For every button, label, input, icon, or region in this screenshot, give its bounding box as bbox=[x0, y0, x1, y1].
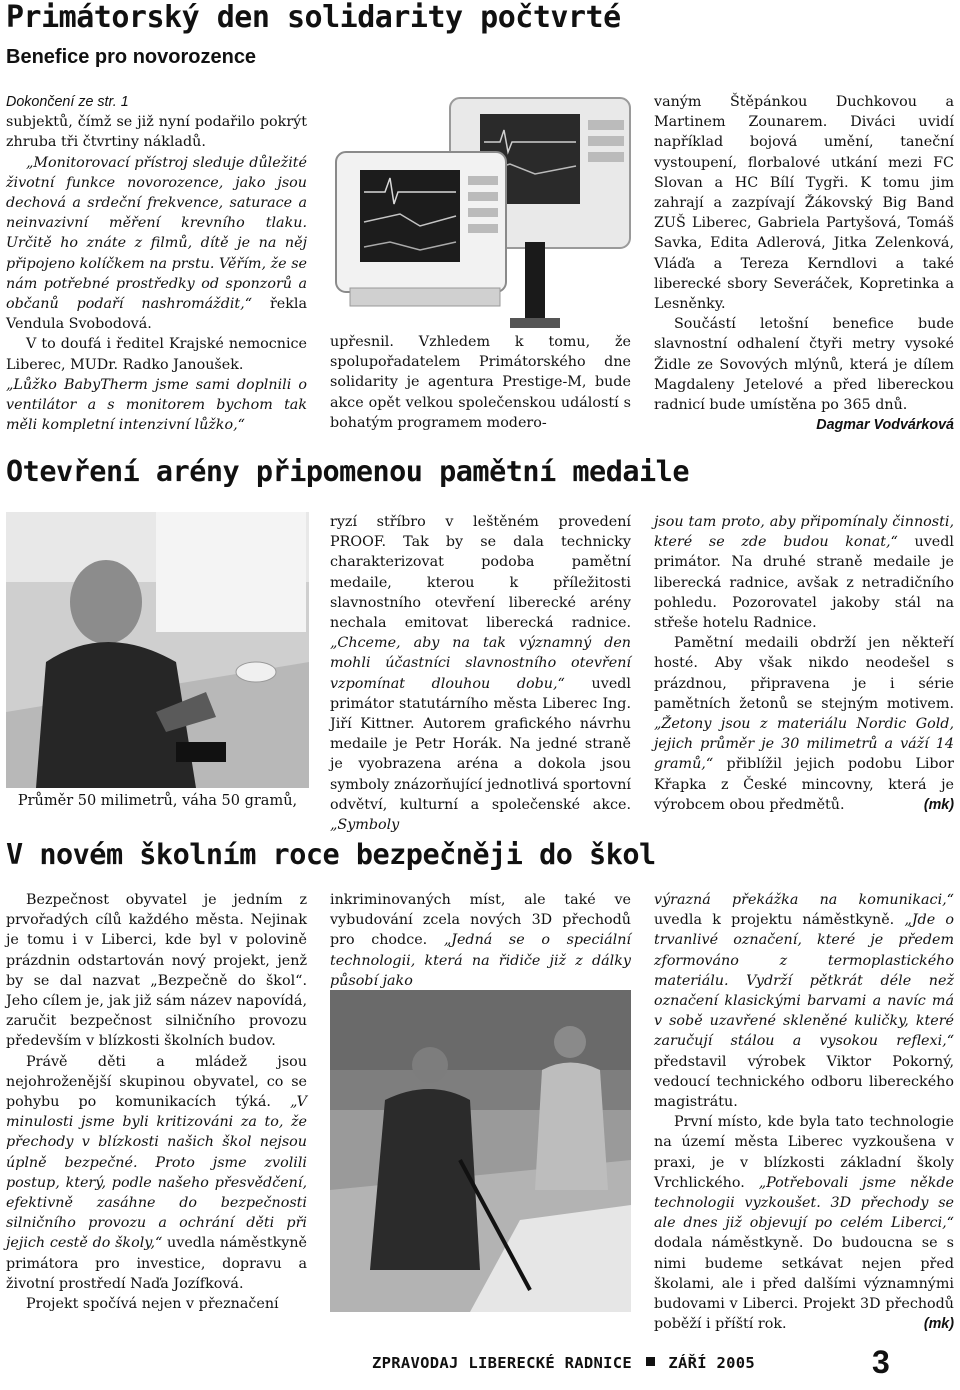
article3-quote-1: „V minulosti jsme byli kritizováni za to, že přechody v blízkosti našich škol nejsou úplně bezpečné. Proto jsme zvolili postup, který, podle našeho přesvědčení, efektivně zasáhne do bezpečnosti silničního provozu a ochrání děti při jejich cestě do školy,“ bbox=[6, 1094, 307, 1252]
article3-col1-p1: Bezpečnost obyvatel je jedním z prvořadých cílů každého města. Nejinak je tomu i v Liberci, kde byl v polovině prázdnin odstartován nový projekt, jenž by se dal nazvat „Bezpečně do škol“. Jeho cílem je, jak již sám název napovídá, zaručit bezpečnost silničního provozu především v blízkosti školních budov. bbox=[6, 892, 307, 1050]
issue-date: ZÁŘÍ 2005 bbox=[668, 1354, 756, 1372]
article3-quote-3: výrazná překážka na komunikaci,“ bbox=[654, 892, 954, 908]
article1-col1-p3: V to doufá i ředitel Krajské nemocnice Liberec, MUDr. Radko Janoušek. bbox=[6, 336, 307, 373]
continued-note: Dokončení ze str. 1 bbox=[6, 94, 129, 110]
article2-column-2 bbox=[330, 512, 631, 835]
photo-caption: Průměr 50 milimetrů, váha 50 gramů, bbox=[17, 793, 298, 809]
article1-col1-p1: subjektů, čímž se již nyní podařilo pokrýt zhruba tři čtvrtiny nákladů. bbox=[6, 114, 307, 151]
article3-col3-p2-tail: dodala náměstkyně. Do budoucna se s nimi budeme setkávat nejen před školami, ale i před dalšími významnými budovami v Liberci. Projekt 3D přechodů poběží i příští rok. bbox=[654, 1235, 954, 1333]
article2-col3-p1-tail: uvedl primátor. Na druhé straně medaile je liberecká radnice, avšak z netradičního pohledu. Pozorovatel jakoby stál na střeše hotelu Radnice. bbox=[654, 534, 954, 632]
article3-signature: (mk) bbox=[923, 1316, 954, 1333]
article1-col3-p2: Součástí letošní benefice bude slavnostní odhalení čtyři metry vysoké Židle ze Sovových mlýnů, která je dílem Magdaleny Jetelové a před libereckou radnicí bude umístěna po 365 dnů. bbox=[654, 316, 954, 414]
article2-quote-1: „Chceme, aby na tak významný den mohli účastníci slavnostního otevření vzpomínat dlouhou dobu,“ bbox=[330, 635, 631, 692]
article1-column-1 bbox=[6, 92, 307, 435]
article3-title: V novém školním roce bezpečněji do škol bbox=[6, 838, 656, 871]
page-footer bbox=[0, 1342, 960, 1390]
article2-col3-p2-tail: přiblížil jejich podobu Libor Křapka z České mincovny, která je výrobcem obou předmětů. bbox=[654, 756, 954, 813]
article1-quote-2: „Lůžko BabyTherm jsme sami doplnili o ventilátor a s monitorem bychom tak měli kompletní intenzivní lůžko,“ bbox=[6, 376, 307, 434]
article3-col1-p3: Projekt spočívá nejen v přeznačení bbox=[26, 1296, 279, 1313]
article1-col3-p1: vaným Štěpánkou Duchkovou a Martinem Zounarem. Diváci uvidí například bojová umění, taneční vystoupení, florbalové utkání mezi FC Slovan a HC Bílí Tygři. K tomu jim zahrají a zazpívají Žákovský Big Band ZUŠ Liberec, Gabriela Partyšová, Tomáš Savka, Edita Adlerová, Jitka Zelenková, Vláďa a Tereza Kerndlovi a také liberecké sbory Severáček, Kopretinka a Lesněnky. bbox=[654, 94, 954, 313]
article2-col3-p2: Pamětní medaili obdrží jen někteří hosté. Aby však nikdo neodešel s prázdnou, připravena je i série pamětních žetonů se stejným motivem. bbox=[654, 635, 954, 712]
article1-column-3 bbox=[654, 92, 954, 435]
article2-signature: (mk) bbox=[923, 796, 954, 813]
article3-col2-p1: inkriminovaných míst, ale také ve vybudování zcela nových 3D přechodů pro chodce. bbox=[330, 892, 631, 949]
article3-column-2 bbox=[330, 890, 631, 991]
article3-quote-5: „Potřebovali jsme někde technologii vyzkoušet. 3D přechody se ale dnes již objevují po celém Liberci,“ bbox=[654, 1174, 954, 1232]
article1-quote-1: „Monitorovací přístroj sleduje důležité životní funkce novorozence, jako jsou dechová a srdeční frekvence, saturace a neinvazivní měření krevního tlaku. Určitě ho znáte z filmů, dítě je na něj připojeno kolíčkem na prstu. Věřím, že se nám potřebné prostředky od sponzorů a občanů podaří nashromáždit,“ bbox=[6, 154, 307, 313]
article3-col3-p1-tail: uvedla k projektu náměstkyně. bbox=[654, 912, 895, 929]
article1-title: Primátorský den solidarity počtvrté bbox=[6, 0, 621, 35]
article1-subtitle: Benefice pro novorozence bbox=[6, 46, 257, 68]
article3-quote-2: „Jedná se o speciální technologii, která na řidiče již z dálky působí jako bbox=[330, 932, 631, 989]
article3-col3-p2: První místo, kde byla tato technologie na území města Liberec vyzkoušena v praxi, je v blízkosti základní školy Vrchlického. bbox=[654, 1114, 954, 1191]
meeting-photo-image bbox=[6, 512, 309, 788]
crosswalk-painting-photo bbox=[330, 990, 631, 1312]
footer-separator-square bbox=[646, 1357, 655, 1366]
crosswalk-photo-image bbox=[330, 990, 631, 1312]
article1-signature: Dagmar Vodvárková bbox=[816, 417, 954, 434]
article3-quote-4: „Jde o trvanlivé označení, které je předem zformováno z termoplastického materiálu. Vydrží pětkrát déle než označení klasickými barvami a navíc má v sobě uzavřené skleněné kuličky, které zaručují stálou a vysokou reflexi,“ bbox=[654, 912, 954, 1050]
article2-quote-3: „Žetony jsou z materiálu Nordic Gold, jejich průměr je 30 milimetrů a váží 14 gramů,“ bbox=[654, 716, 954, 773]
medal-meeting-photo bbox=[6, 512, 309, 788]
article3-col3-p1-tail2: představil výrobek Viktor Pokorný, vedoucí technického odboru libereckého magistrátu. bbox=[654, 1053, 954, 1111]
publication-name: ZPRAVODAJ LIBERECKÉ RADNICE bbox=[372, 1354, 633, 1372]
article3-col1-p2: Právě děti a mládež jsou nejohroženější skupinou obyvatel, co se pohybu po komunikacích týká. bbox=[6, 1053, 307, 1111]
article2-col2-p1-tail: uvedl primátor statutárního města Liberec Ing. Jiří Kittner. Autorem grafického návrhu medaile je Petr Horák. Na jedné straně je vyobrazena aréna a dokola jsou symboly znázorňující jednotlivá sportovní odvětví, kulturní a společenské akce. bbox=[330, 675, 631, 813]
article2-title: Otevření arény připomenou pamětní medaile bbox=[6, 455, 689, 488]
article2-quote-1-end: „Symboly bbox=[330, 817, 400, 834]
article2-quote-2: jsou tam proto, aby připomínaly činnosti, které se zde budou konat,“ bbox=[654, 514, 954, 551]
article2-col2-p1: ryzí stříbro v leštěném provedení PROOF. Tak by se dala technicky charakterizovat podoba pamětní medaile, kterou k příležitosti slavnostního otevření liberecké arény nechala emitovat liberecká radnice. bbox=[330, 514, 631, 632]
article3-column-3 bbox=[654, 890, 954, 1334]
page-number: 3 bbox=[872, 1344, 890, 1380]
article1-col2-p1: upřesnil. Vzhledem k tomu, že spolupořadatelem Primátorského dne solidarity je agentura Prestige-M, bude akce opět velkou společenskou událostí s bohatým programem modero- bbox=[330, 334, 631, 431]
article3-col1-p2-tail: uvedla náměstkyně primátora pro investice, dopravu a životní prostředí Naďa Jozífková. bbox=[6, 1235, 307, 1292]
article1-column-2 bbox=[330, 332, 631, 433]
article1-col1-p2-tail: řekla Vendula Svobodová. bbox=[6, 296, 307, 333]
patient-monitor-image bbox=[330, 92, 636, 332]
article2-column-3 bbox=[654, 512, 954, 815]
article3-column-1 bbox=[6, 890, 307, 1314]
footer-publication bbox=[372, 1354, 755, 1372]
patient-monitor-photo bbox=[330, 92, 636, 332]
